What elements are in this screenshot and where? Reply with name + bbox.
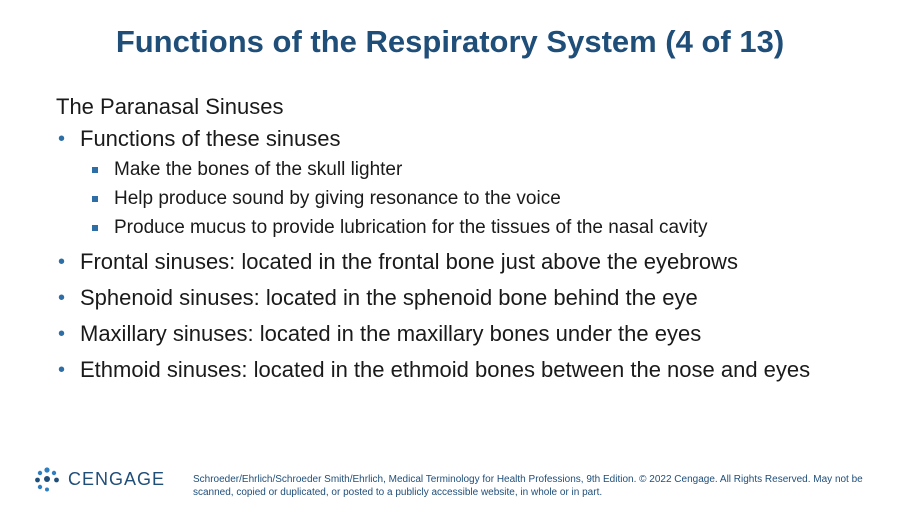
square-bullet-icon: [92, 196, 98, 202]
bullet-text: Ethmoid sinuses: located in the ethmoid bones between the nose and eyes: [80, 357, 811, 382]
bullet-item: [56, 357, 856, 383]
bullet-dot-icon: •: [58, 359, 66, 381]
square-bullet-icon: [92, 167, 98, 173]
section-heading: The Paranasal Sinuses: [56, 94, 284, 119]
bullet-text: Sphenoid sinuses: located in the sphenoid bone behind the eye: [80, 285, 698, 310]
square-bullet-icon: [92, 225, 98, 231]
bullet-text: Maxillary sinuses: located in the maxillary bones under the eyes: [80, 321, 702, 346]
bullet-text: Frontal sinuses: located in the frontal bone just above the eyebrows: [80, 249, 738, 274]
copyright-notice: Schroeder/Ehrlich/Schroeder Smith/Ehrlich, Medical Terminology for Health Professions, 9th Edition. © 2022 Cengage. All Rights Reserved. May not be scanned, copied or duplicated, or posted to a publicly accessible website, in whole or in part.: [193, 474, 863, 498]
sub-bullet-item: [80, 158, 856, 181]
sub-bullet-text: Produce mucus to provide lubrication for the tissues of the nasal cavity: [114, 217, 708, 238]
bullet-dot-icon: •: [58, 287, 66, 309]
cengage-logo-icon: [34, 466, 60, 492]
sub-bullet-list: [80, 158, 856, 239]
bullet-list: [56, 126, 856, 383]
bullet-dot-icon: •: [58, 251, 66, 273]
cengage-logo: [34, 466, 165, 492]
sub-bullet-text: Help produce sound by giving resonance to the voice: [114, 188, 561, 209]
bullet-item: [56, 285, 856, 311]
slide-content: [56, 94, 856, 393]
bullet-item: [56, 249, 856, 275]
bullet-dot-icon: •: [58, 128, 66, 150]
bullet-item: [56, 126, 856, 239]
sub-bullet-item: [80, 187, 856, 210]
sub-bullet-text: Make the bones of the skull lighter: [114, 159, 403, 180]
bullet-text: Functions of these sinuses: [80, 126, 341, 151]
slide-title: Functions of the Respiratory System (4 of 13): [115, 24, 785, 59]
bullet-dot-icon: •: [58, 323, 66, 345]
logo-text: CENGAGE: [68, 468, 166, 489]
bullet-item: [56, 321, 856, 347]
sub-bullet-item: [80, 216, 856, 239]
